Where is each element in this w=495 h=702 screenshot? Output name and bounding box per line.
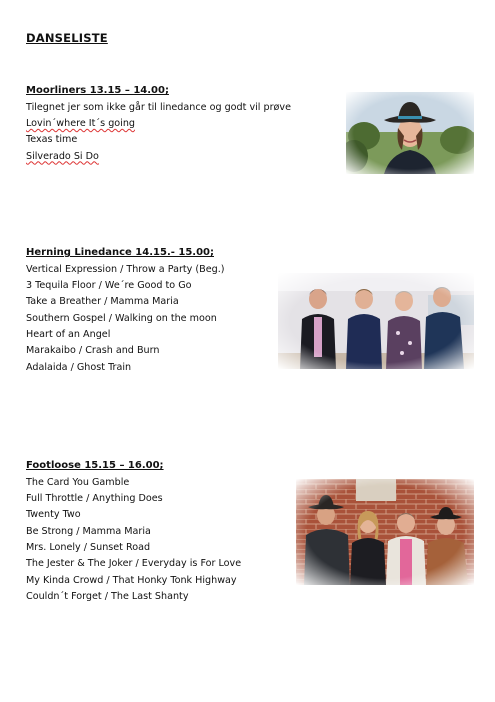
section-moorliners [26, 83, 291, 165]
dance-line: The Card You Gamble [26, 476, 130, 488]
section-footloose [26, 458, 241, 606]
dance-line: Southern Gospel / Walking on the moon [26, 312, 217, 324]
dance-line [26, 149, 291, 165]
dance-line: Vertical Expression / Throw a Party (Beg.) [26, 263, 225, 275]
document-title: DANSELISTE [26, 31, 108, 45]
cowgirl-portrait-photo [346, 92, 474, 174]
dance-line-text: Silverado Si Do [26, 150, 99, 162]
section-heading: Footloose 15.15 – 16.00; [26, 460, 164, 471]
dance-line: Be Strong / Mamma Maria [26, 525, 151, 537]
dance-line-text: Lovin´where It´s going [26, 117, 136, 129]
dance-line: The Jester & The Joker / Everyday is For Love [26, 558, 242, 570]
dance-line: Texas time [26, 134, 78, 146]
dance-line: My Kinda Crowd / That Honky Tonk Highway [26, 574, 237, 586]
dance-line: Couldn´t Forget / The Last Shanty [26, 591, 189, 603]
dance-line: Take a Breather / Mamma Maria [26, 296, 179, 308]
group-of-four-women-photo [278, 273, 474, 369]
dance-line: Tilegnet jer som ikke går til linedance og godt vil prøve [26, 101, 291, 113]
dance-line: Mrs. Lonely / Sunset Road [26, 542, 151, 554]
section-herning-linedance [26, 245, 225, 376]
section-heading: Moorliners 13.15 – 14.00; [26, 85, 169, 96]
dance-line: Full Throttle / Anything Does [26, 492, 163, 504]
dance-line: Heart of an Angel [26, 329, 111, 341]
section-heading: Herning Linedance 14.15.- 15.00; [26, 247, 214, 258]
dance-line: Marakaibo / Crash and Burn [26, 345, 160, 357]
dance-line [26, 116, 291, 132]
dance-line: Twenty Two [26, 509, 81, 521]
group-by-brick-wall-photo [296, 479, 474, 585]
dance-line: 3 Tequila Floor / We´re Good to Go [26, 279, 192, 291]
dance-line: Adalaida / Ghost Train [26, 361, 132, 373]
